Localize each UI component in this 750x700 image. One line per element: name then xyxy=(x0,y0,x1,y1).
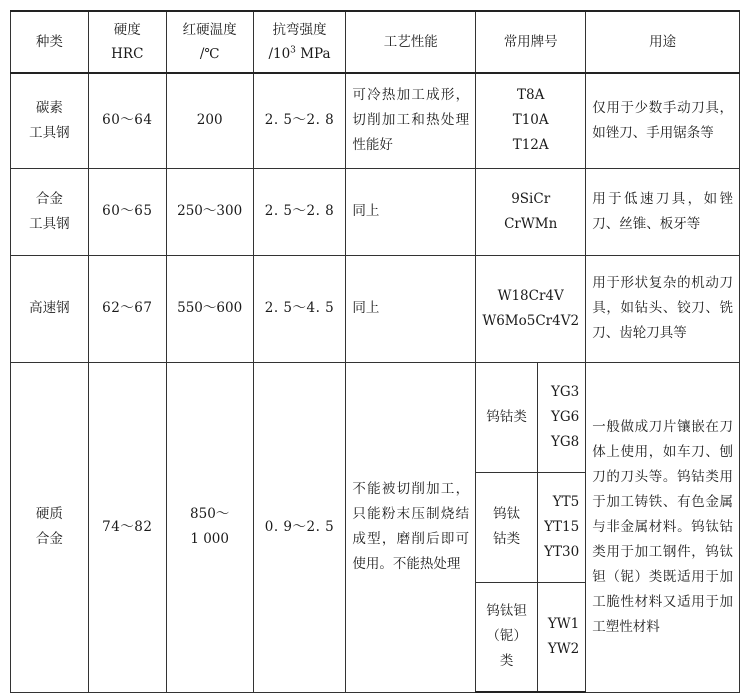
cell-hardness: 60～65 xyxy=(88,168,166,255)
cell-subtype-codes: YW1 YW2 xyxy=(538,582,586,692)
cell-red-temp: 550～600 xyxy=(166,255,253,362)
table-row-carbon-tool-steel xyxy=(11,73,740,168)
cell-hardness: 60～64 xyxy=(88,73,166,168)
header-red-hardness-line1: 红硬温度 xyxy=(182,22,237,38)
cell-red-temp: 850～ 1 000 xyxy=(166,362,253,692)
cell-subtype-name: 钨钴类 xyxy=(476,362,538,472)
header-strength-line2 xyxy=(260,42,340,66)
cell-hardness: 74～82 xyxy=(88,362,166,692)
table-row-cemented-carbide xyxy=(11,362,740,472)
cell-usage: 用于形状复杂的机动刀具，如钻头、铰刀、铣刀、齿轮刀具等 xyxy=(586,255,740,362)
cell-process: 不能被切削加工，只能粉末压制烧结成型，磨削后即可使用。不能热处理 xyxy=(346,362,476,692)
header-hardness xyxy=(88,11,166,73)
cell-category: 合金 工具钢 xyxy=(11,168,89,255)
cell-usage: 用于低速刀具，如锉刀、丝锥、板牙等 xyxy=(586,168,740,255)
cell-process: 可冷热加工成形，切削加工和热处理性能好 xyxy=(346,73,476,168)
header-category: 种类 xyxy=(11,11,89,73)
header-red-hardness-line2: /℃ xyxy=(199,46,220,62)
header-hardness-line2: HRC xyxy=(111,46,144,62)
header-strength-line1: 抗弯强度 xyxy=(272,22,327,38)
cell-grades: T8A T10A T12A xyxy=(476,73,586,168)
cell-red-temp: 250～300 xyxy=(166,168,253,255)
header-grades: 常用牌号 xyxy=(476,11,586,73)
header-strength-unit-pre: /10 xyxy=(268,46,291,62)
cell-process: 同上 xyxy=(346,168,476,255)
header-strength xyxy=(253,11,346,73)
cell-category: 高速钢 xyxy=(11,255,89,362)
cell-strength: 0. 9～2. 5 xyxy=(253,362,346,692)
cell-grades: W18Cr4V W6Mo5Cr4V2 xyxy=(476,255,586,362)
header-row xyxy=(11,11,740,73)
header-usage: 用途 xyxy=(586,11,740,73)
header-strength-unit-post: MPa xyxy=(295,46,331,62)
cell-usage: 一般做成刀片镶嵌在刀体上使用，如车刀、刨刀的刀头等。钨钴类用于加工铸铁、有色金属与非金属材料。钨钛钴类用于加工钢件，钨钛钽（铌）类既适用于加工脆性材料又适用于加工塑性材料 xyxy=(586,362,740,692)
cell-subtype-codes: YT5 YT15 YT30 xyxy=(538,472,586,582)
cell-category: 碳素 工具钢 xyxy=(11,73,89,168)
cell-strength: 2. 5～4. 5 xyxy=(253,255,346,362)
table-row-high-speed-steel xyxy=(11,255,740,362)
header-red-hardness xyxy=(166,11,253,73)
cell-subtype-name: 钨钛 钴类 xyxy=(476,472,538,582)
tool-materials-table xyxy=(10,10,740,693)
cell-grades: 9SiCr CrWMn xyxy=(476,168,586,255)
table-row-alloy-tool-steel xyxy=(11,168,740,255)
header-process: 工艺性能 xyxy=(346,11,476,73)
cell-hardness: 62～67 xyxy=(88,255,166,362)
cell-subtype-name: 钨钛钽 （铌）类 xyxy=(476,582,538,692)
cell-strength: 2. 5～2. 8 xyxy=(253,73,346,168)
cell-strength: 2. 5～2. 8 xyxy=(253,168,346,255)
cell-red-temp: 200 xyxy=(166,73,253,168)
cell-process: 同上 xyxy=(346,255,476,362)
cell-subtype-codes: YG3 YG6 YG8 xyxy=(538,362,586,472)
header-hardness-line1: 硬度 xyxy=(113,22,141,38)
cell-category: 硬质 合金 xyxy=(11,362,89,692)
cell-usage: 仅用于少数手动刀具，如锉刀、手用锯条等 xyxy=(586,73,740,168)
header-strength-unit-sup: 3 xyxy=(290,45,296,56)
